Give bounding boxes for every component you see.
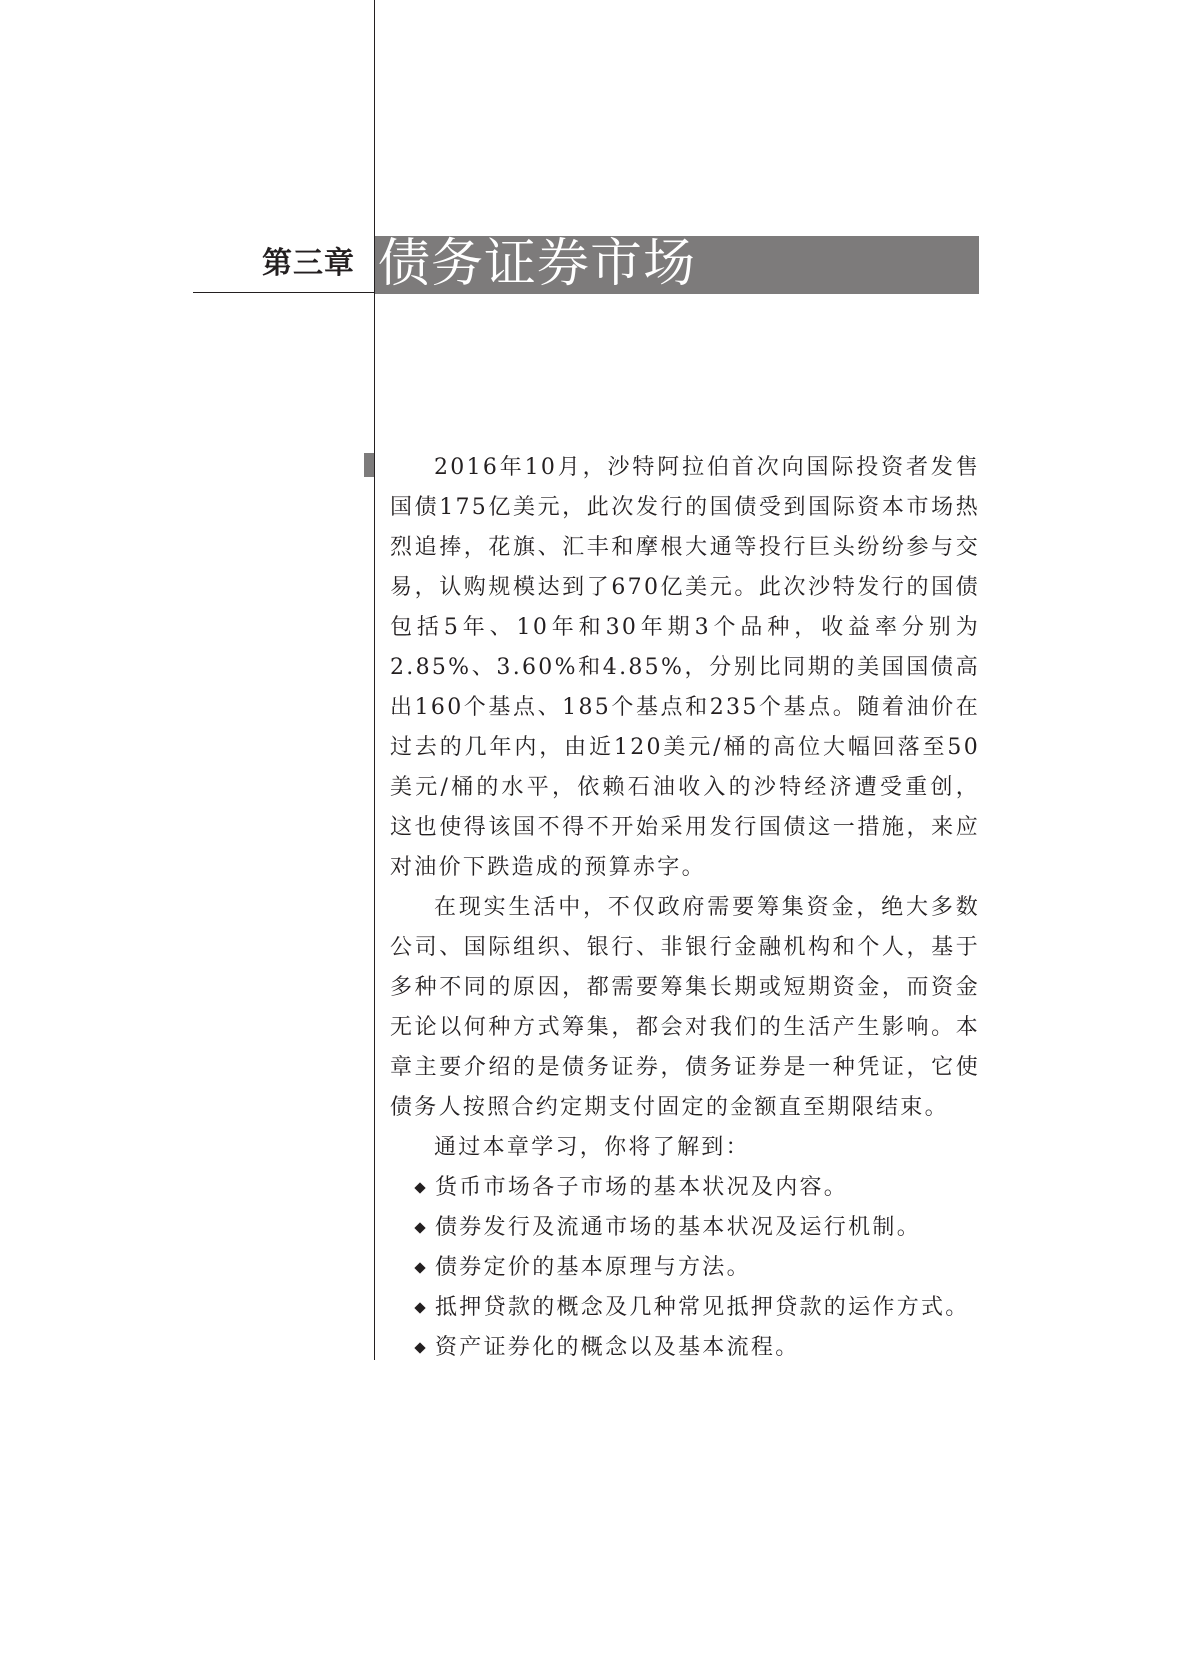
chapter-intro [390, 448, 980, 1368]
diamond-bullet-icon [414, 1342, 425, 1353]
list-item [390, 1288, 980, 1328]
objective-text: 货币市场各子市场的基本状况及内容。 [435, 1175, 849, 1200]
list-item [390, 1168, 980, 1208]
list-item [390, 1248, 980, 1288]
section-marker [364, 453, 374, 477]
objective-text: 抵押贷款的概念及几种常见抵押贷款的运作方式。 [435, 1295, 970, 1320]
objective-text: 债券发行及流通市场的基本状况及运行机制。 [435, 1215, 922, 1240]
intro-paragraph-2: 在现实生活中，不仅政府需要筹集资金，绝大多数公司、国际组织、银行、非银行金融机构和个人，基于多种不同的原因，都需要筹集长期或短期资金，而资金无论以何种方式筹集，都会对我们的生活产生影响。本章主要介绍的是债务证券，债务证券是一种凭证，它使债务人按照合约定期支付固定的金额直至期限结束。 [390, 895, 980, 1120]
diamond-bullet-icon [414, 1222, 425, 1233]
learning-objectives-list [390, 1168, 980, 1368]
vertical-rule [374, 0, 375, 1360]
objectives-lead-in: 通过本章学习，你将了解到： [434, 1135, 750, 1160]
heading-underline [193, 292, 375, 293]
objective-text: 债券定价的基本原理与方法。 [435, 1255, 751, 1280]
chapter-title: 债务证券市场 [378, 234, 697, 294]
diamond-bullet-icon [414, 1182, 425, 1193]
intro-paragraph-1: 2016年10月，沙特阿拉伯首次向国际投资者发售国债175亿美元，此次发行的国债受到国际资本市场热烈追捧，花旗、汇丰和摩根大通等投行巨头纷纷参与交易，认购规模达到了670亿美元。此次沙特发行的国债包括5年、10年和30年期3个品种，收益率分别为2.85%、3.60%和4.85%，分别比同期的美国国债高出160个基点、185个基点和235个基点。随着油价在过去的几年内，由近120美元/桶的高位大幅回落至50美元/桶的水平，依赖石油收入的沙特经济遭受重创，这也使得该国不得不开始采用发行国债这一措施，来应对油价下跌造成的预算赤字。 [390, 455, 980, 880]
list-item [390, 1328, 980, 1368]
diamond-bullet-icon [414, 1262, 425, 1273]
list-item [390, 1208, 980, 1248]
chapter-label: 第三章 [262, 246, 355, 281]
diamond-bullet-icon [414, 1302, 425, 1313]
objective-text: 资产证券化的概念以及基本流程。 [435, 1335, 800, 1360]
